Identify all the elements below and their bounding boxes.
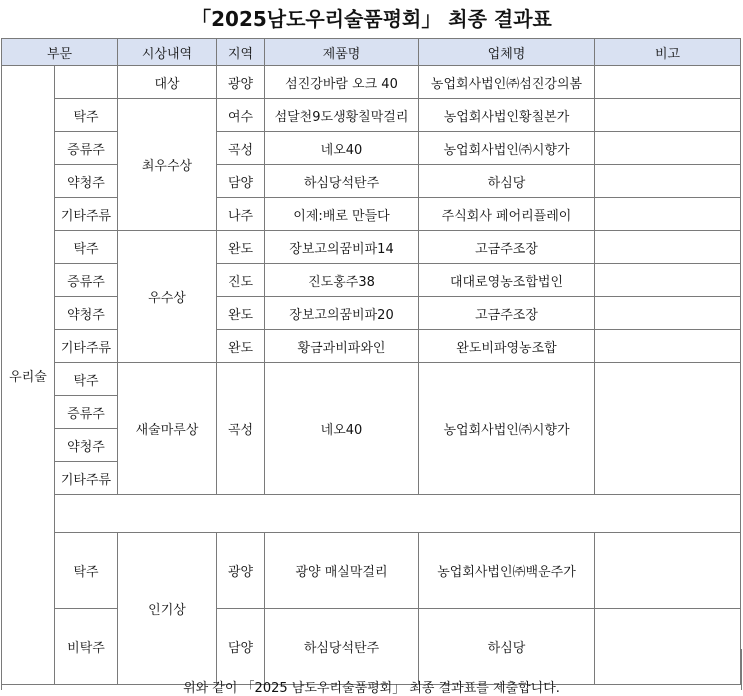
remarks-cell (595, 297, 741, 330)
category-cell (55, 66, 118, 99)
table-row (2, 165, 741, 198)
category-cell: 약청주 (55, 429, 118, 462)
product-cell: 섬진강바람 오크 40 (265, 66, 419, 99)
company-cell: 농업회사법인㈜시향가 (419, 363, 595, 495)
category-cell: 증류주 (55, 132, 118, 165)
company-cell: 고금주조장 (419, 297, 595, 330)
category-cell: 약청주 (55, 165, 118, 198)
region-cell: 담양 (217, 609, 265, 685)
company-cell: 대대로영농조합법인 (419, 264, 595, 297)
company-cell: 주식회사 페어리플레이 (419, 198, 595, 231)
table-row (2, 330, 741, 363)
spacer-cell (55, 495, 741, 533)
category-cell: 탁주 (55, 99, 118, 132)
award-cell: 대상 (118, 66, 217, 99)
product-cell: 진도홍주38 (265, 264, 419, 297)
footer-statement: 위와 같이 「2025 남도우리술품평회」 최종 결과표를 제출합니다. (183, 681, 560, 696)
category-cell: 증류주 (55, 264, 118, 297)
table-row (2, 231, 741, 264)
region-cell: 광양 (217, 66, 265, 99)
region-cell: 완도 (217, 231, 265, 264)
award-cell: 새술마루상 (118, 363, 217, 495)
region-cell: 진도 (217, 264, 265, 297)
award-cell: 우수상 (118, 231, 217, 363)
category-cell: 기타주류 (55, 462, 118, 495)
table-row (2, 99, 741, 132)
category-cell: 기타주류 (55, 198, 118, 231)
footer-area (1, 649, 742, 696)
header-remarks: 비고 (595, 39, 741, 66)
remarks-cell (595, 330, 741, 363)
remarks-cell (595, 533, 741, 609)
header-row (2, 39, 741, 66)
results-table (1, 38, 741, 685)
region-cell: 곡성 (217, 363, 265, 495)
region-cell: 완도 (217, 330, 265, 363)
product-cell: 하심당석탄주 (265, 609, 419, 685)
product-cell: 장보고의꿈비파14 (265, 231, 419, 264)
region-cell: 완도 (217, 297, 265, 330)
region-cell: 여수 (217, 99, 265, 132)
product-cell: 장보고의꿈비파20 (265, 297, 419, 330)
product-cell: 광양 매실막걸리 (265, 533, 419, 609)
header-award: 시상내역 (118, 39, 217, 66)
header-product: 제품명 (265, 39, 419, 66)
category-cell: 탁주 (55, 363, 118, 396)
company-cell: 하심당 (419, 609, 595, 685)
category-cell: 탁주 (55, 533, 118, 609)
category-cell: 탁주 (55, 231, 118, 264)
category-cell: 비탁주 (55, 609, 118, 685)
region-cell: 광양 (217, 533, 265, 609)
section-cell: 우리술 (2, 66, 55, 685)
table-row (2, 495, 741, 533)
table-row (2, 132, 741, 165)
remarks-cell (595, 132, 741, 165)
product-cell: 이제:배로 만들다 (265, 198, 419, 231)
remarks-cell (595, 264, 741, 297)
remarks-cell (595, 99, 741, 132)
remarks-cell (595, 165, 741, 198)
award-cell: 최우수상 (118, 99, 217, 231)
remarks-cell (595, 66, 741, 99)
category-cell: 증류주 (55, 396, 118, 429)
page-title: 「2025남도우리술품평회」 최종 결과표 (191, 7, 552, 31)
table-row (2, 198, 741, 231)
table-row (2, 363, 741, 396)
company-cell: 농업회사법인㈜섬진강의봄 (419, 66, 595, 99)
header-region: 지역 (217, 39, 265, 66)
award-cell: 인기상 (118, 533, 217, 685)
company-cell: 농업회사법인황칠본가 (419, 99, 595, 132)
table-row (2, 533, 741, 609)
table-row (2, 264, 741, 297)
product-cell: 황금과비파와인 (265, 330, 419, 363)
company-cell: 농업회사법인㈜백운주가 (419, 533, 595, 609)
region-cell: 담양 (217, 165, 265, 198)
remarks-cell (595, 363, 741, 495)
category-cell: 기타주류 (55, 330, 118, 363)
company-cell: 하심당 (419, 165, 595, 198)
header-company: 업체명 (419, 39, 595, 66)
table-row (2, 297, 741, 330)
remarks-cell (595, 231, 741, 264)
table-row (2, 66, 741, 99)
header-category: 부문 (2, 39, 118, 66)
product-cell: 네오40 (265, 363, 419, 495)
company-cell: 완도비파영농조합 (419, 330, 595, 363)
region-cell: 나주 (217, 198, 265, 231)
category-cell: 약청주 (55, 297, 118, 330)
product-cell: 하심당석탄주 (265, 165, 419, 198)
remarks-cell (595, 198, 741, 231)
company-cell: 고금주조장 (419, 231, 595, 264)
product-cell: 섬달천9도생황칠막걸리 (265, 99, 419, 132)
company-cell: 농업회사법인㈜시향가 (419, 132, 595, 165)
region-cell: 곡성 (217, 132, 265, 165)
product-cell: 네오40 (265, 132, 419, 165)
